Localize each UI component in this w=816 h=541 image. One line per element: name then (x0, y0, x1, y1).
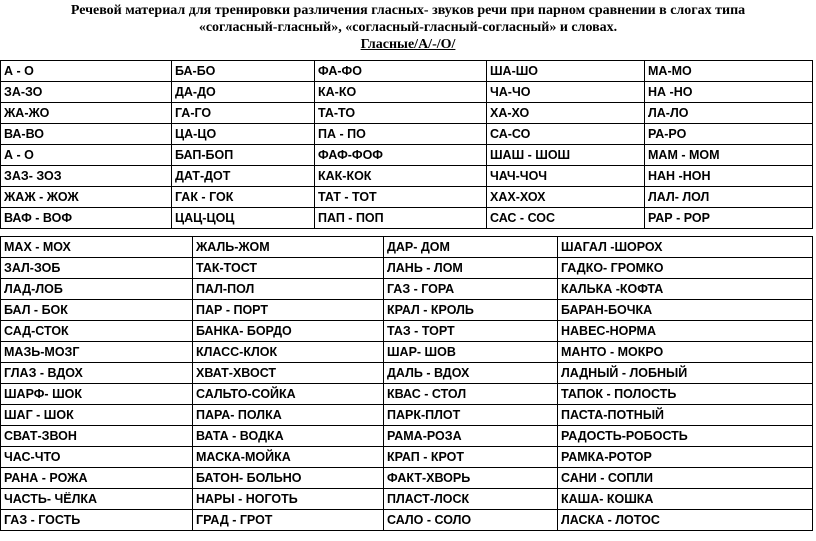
table-cell: ПАП - ПОП (315, 208, 487, 229)
table-cell: САНИ - СОПЛИ (558, 468, 813, 489)
table-cell: КРАП - КРОТ (384, 447, 558, 468)
table-cell: ШАГАЛ -ШОРОХ (558, 237, 813, 258)
table-cell: ЖАЛЬ-ЖОМ (193, 237, 384, 258)
table-cell: ЦА-ЦО (172, 124, 315, 145)
table-cell: МАСКА-МОЙКА (193, 447, 384, 468)
table-cell: ДА-ДО (172, 82, 315, 103)
table-cell: БАТОН- БОЛЬНО (193, 468, 384, 489)
table-cell: ТА-ТО (315, 103, 487, 124)
table-row (1, 187, 813, 208)
table-cell: САС - СОС (487, 208, 645, 229)
table-cell: ХАХ-ХОХ (487, 187, 645, 208)
table-cell: ТАЗ - ТОРТ (384, 321, 558, 342)
title-line-3: Гласные/А/-/О/ (360, 37, 456, 52)
table-cell: ЗА-ЗО (1, 82, 172, 103)
table-cell: А - О (1, 145, 172, 166)
word-table (0, 236, 813, 531)
table-cell: ЛАД-ЛОБ (1, 279, 193, 300)
table-row (1, 279, 813, 300)
table-cell: ЛАСКА - ЛОТОС (558, 510, 813, 531)
syllable-table (0, 60, 813, 229)
table-row (1, 237, 813, 258)
table-cell: ШАР- ШОВ (384, 342, 558, 363)
table-row (1, 124, 813, 145)
table-cell: ШАШ - ШОШ (487, 145, 645, 166)
table-cell: ПАЛ-ПОЛ (193, 279, 384, 300)
table-cell: ДАЛЬ - ВДОХ (384, 363, 558, 384)
table-cell: ПАСТА-ПОТНЫЙ (558, 405, 813, 426)
table-cell: ГА-ГО (172, 103, 315, 124)
table-cell: ЖА-ЖО (1, 103, 172, 124)
table-row (1, 321, 813, 342)
table-cell: ТАК-ТОСТ (193, 258, 384, 279)
table-cell: ХА-ХО (487, 103, 645, 124)
table-cell: ША-ШО (487, 61, 645, 82)
table-cell: НАН -НОН (645, 166, 813, 187)
table-cell: ДАР- ДОМ (384, 237, 558, 258)
table-cell: МАХ - МОХ (1, 237, 193, 258)
table-cell: ПА - ПО (315, 124, 487, 145)
table-cell: ГАДКО- ГРОМКО (558, 258, 813, 279)
table-cell: ЦАЦ-ЦОЦ (172, 208, 315, 229)
table-cell: КЛАСС-КЛОК (193, 342, 384, 363)
table-cell: СВАТ-ЗВОН (1, 426, 193, 447)
table-cell: САЛЬТО-СОЙКА (193, 384, 384, 405)
table-cell: МАЗЬ-МОЗГ (1, 342, 193, 363)
table-cell: ГАЗ - ГОРА (384, 279, 558, 300)
table-row (1, 145, 813, 166)
table-cell: ЧАСТЬ- ЧЁЛКА (1, 489, 193, 510)
table-cell: БАРАН-БОЧКА (558, 300, 813, 321)
table-cell: ФАКТ-ХВОРЬ (384, 468, 558, 489)
table-cell: САЛО - СОЛО (384, 510, 558, 531)
table-cell: КАША- КОШКА (558, 489, 813, 510)
table-row (1, 258, 813, 279)
table-cell: ГЛАЗ - ВДОХ (1, 363, 193, 384)
table-row (1, 384, 813, 405)
table-cell: ЛА-ЛО (645, 103, 813, 124)
table-cell: ЧА-ЧО (487, 82, 645, 103)
table-row (1, 300, 813, 321)
table-cell: НАВЕС-НОРМА (558, 321, 813, 342)
table-cell: КРАЛ - КРОЛЬ (384, 300, 558, 321)
table-cell: СА-СО (487, 124, 645, 145)
table-cell: БАП-БОП (172, 145, 315, 166)
document-title (0, 2, 816, 53)
table-row (1, 208, 813, 229)
table-row (1, 468, 813, 489)
table-cell: ВАТА - ВОДКА (193, 426, 384, 447)
table-cell: БАНКА- БОРДО (193, 321, 384, 342)
table-cell: РАДОСТЬ-РОБОСТЬ (558, 426, 813, 447)
table-row (1, 426, 813, 447)
table-cell: ШАРФ- ШОК (1, 384, 193, 405)
table-cell: ПЛАСТ-ЛОСК (384, 489, 558, 510)
table-cell: САД-СТОК (1, 321, 193, 342)
table-cell: МАНТО - МОКРО (558, 342, 813, 363)
table-cell: ЛАНЬ - ЛОМ (384, 258, 558, 279)
table-row (1, 363, 813, 384)
table-cell: КАЛЬКА -КОФТА (558, 279, 813, 300)
table-cell: ПАРА- ПОЛКА (193, 405, 384, 426)
table-cell: ВАФ - ВОФ (1, 208, 172, 229)
table-cell: ЗАЛ-ЗОБ (1, 258, 193, 279)
table-cell: ГАЗ - ГОСТЬ (1, 510, 193, 531)
table-cell: А - О (1, 61, 172, 82)
table-cell: РАМКА-РОТОР (558, 447, 813, 468)
table-cell: РАМА-РОЗА (384, 426, 558, 447)
title-line-1: Речевой материал для тренировки различения гласных- звуков речи при парном сравнении в слогах типа (70, 3, 746, 18)
table-cell: МАМ - МОМ (645, 145, 813, 166)
table-row (1, 447, 813, 468)
table-cell: ХВАТ-ХВОСТ (193, 363, 384, 384)
table-row (1, 489, 813, 510)
table-cell: ЗАЗ- ЗОЗ (1, 166, 172, 187)
table-cell: ЛАЛ- ЛОЛ (645, 187, 813, 208)
table-cell: КАК-КОК (315, 166, 487, 187)
table-cell: ДАТ-ДОТ (172, 166, 315, 187)
table-cell: ТАПОК - ПОЛОСТЬ (558, 384, 813, 405)
table-cell: ЛАДНЫЙ - ЛОБНЫЙ (558, 363, 813, 384)
table-cell: КА-КО (315, 82, 487, 103)
table-cell: ГАК - ГОК (172, 187, 315, 208)
table-cell: ШАГ - ШОК (1, 405, 193, 426)
table-cell: ПАРК-ПЛОТ (384, 405, 558, 426)
table-cell: ТАТ - ТОТ (315, 187, 487, 208)
table-cell: НА -НО (645, 82, 813, 103)
table-row (1, 103, 813, 124)
table-cell: ВА-ВО (1, 124, 172, 145)
table-cell: РА-РО (645, 124, 813, 145)
table-cell: БАЛ - БОК (1, 300, 193, 321)
table-cell: ФА-ФО (315, 61, 487, 82)
title-line-2: «согласный-гласный», «согласный-гласный-согласный» и словах. (198, 20, 618, 35)
table-row (1, 405, 813, 426)
table-cell: КВАС - СТОЛ (384, 384, 558, 405)
table-cell: БА-БО (172, 61, 315, 82)
table-row (1, 166, 813, 187)
table-cell: ПАР - ПОРТ (193, 300, 384, 321)
table-cell: ЖАЖ - ЖОЖ (1, 187, 172, 208)
table-cell: ЧАЧ-ЧОЧ (487, 166, 645, 187)
table-cell: ФАФ-ФОФ (315, 145, 487, 166)
table-cell: ЧАС-ЧТО (1, 447, 193, 468)
table-cell: ГРАД - ГРОТ (193, 510, 384, 531)
table-cell: МА-МО (645, 61, 813, 82)
table-row (1, 82, 813, 103)
table-row (1, 61, 813, 82)
table-cell: РАНА - РОЖА (1, 468, 193, 489)
table-cell: РАР - РОР (645, 208, 813, 229)
table-row (1, 510, 813, 531)
table-cell: НАРЫ - НОГОТЬ (193, 489, 384, 510)
table-row (1, 342, 813, 363)
